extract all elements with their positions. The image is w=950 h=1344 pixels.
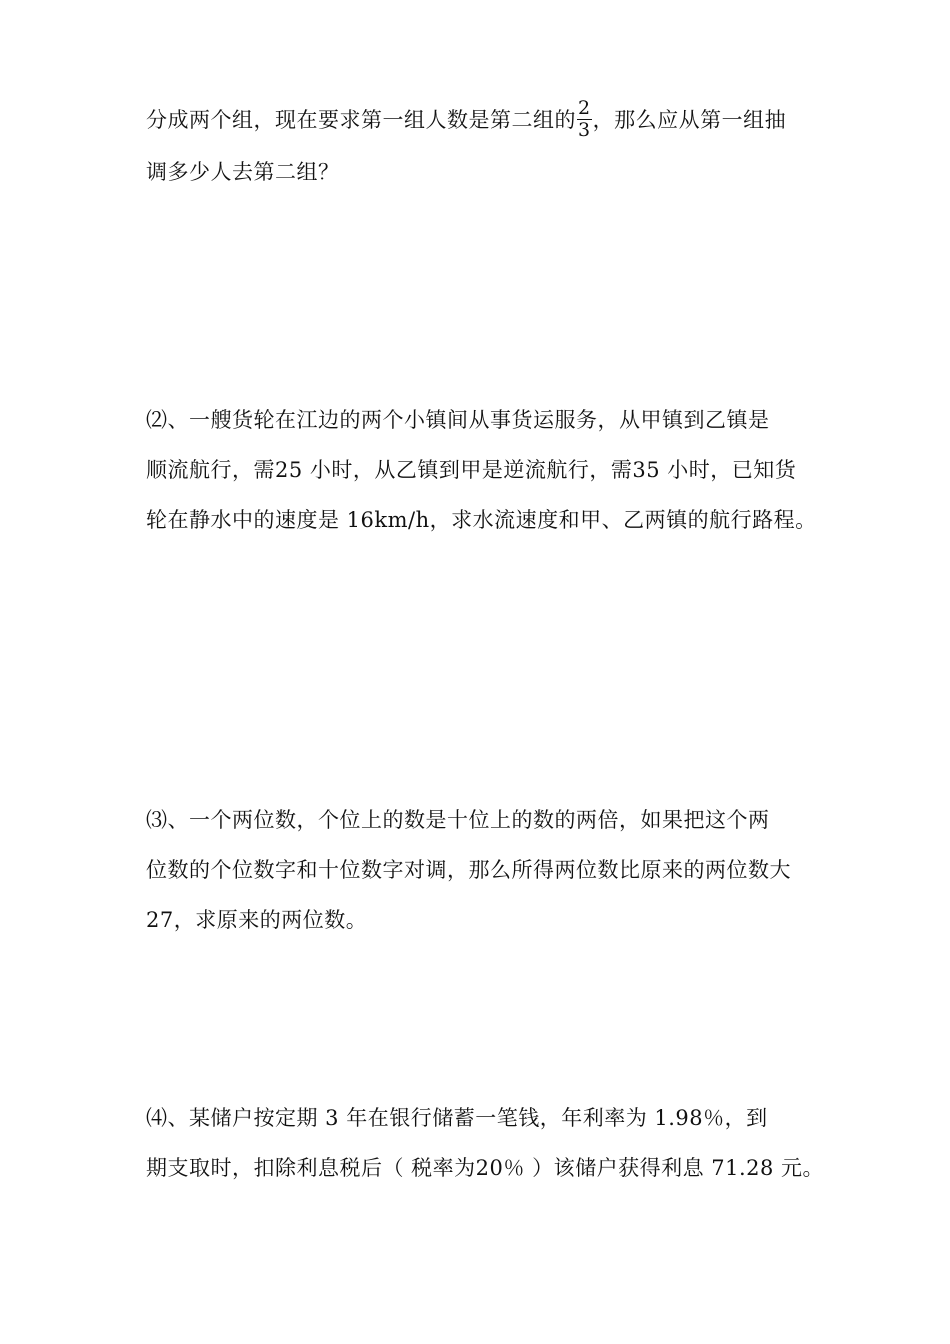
problem-4-line-2: 期支取时，扣除利息税后（ 税率为20％ ）该储户获得利息 71.28 元。 — [146, 1156, 825, 1180]
fraction-numerator: 2 — [578, 97, 591, 119]
problem-1-text-a: 分成两个组，现在要求第一组人数是第二组的 — [146, 108, 576, 132]
problem-1-text-b: ，那么应从第一组抽 — [592, 108, 787, 132]
problem-2-line-3: 轮在静水中的速度是 16km/h，求水流速度和甲、乙两镇的航行路程。 — [146, 508, 817, 532]
problem-3-line-2: 位数的个位数字和十位数字对调，那么所得两位数比原来的两位数大 — [146, 858, 791, 882]
fraction-two-thirds — [577, 98, 592, 141]
problem-3-line-1: ⑶、一个两位数，个位上的数是十位上的数的两倍，如果把这个两 — [146, 808, 770, 832]
fraction-denominator: 3 — [578, 119, 591, 141]
problem-2-line-2: 顺流航行，需25 小时，从乙镇到甲是逆流航行，需35 小时，已知货 — [146, 458, 797, 482]
problem-4-line-1: ⑷、某储户按定期 3 年在银行储蓄一笔钱，年利率为 1.98％，到 — [146, 1106, 768, 1130]
problem-1-line-2: 调多少人去第二组？ — [146, 160, 340, 184]
problem-1-line-1 — [146, 97, 787, 143]
problem-2-line-1: ⑵、一艘货轮在江边的两个小镇间从事货运服务，从甲镇到乙镇是 — [146, 408, 770, 432]
problem-3-line-3: 27，求原来的两位数。 — [146, 908, 368, 932]
